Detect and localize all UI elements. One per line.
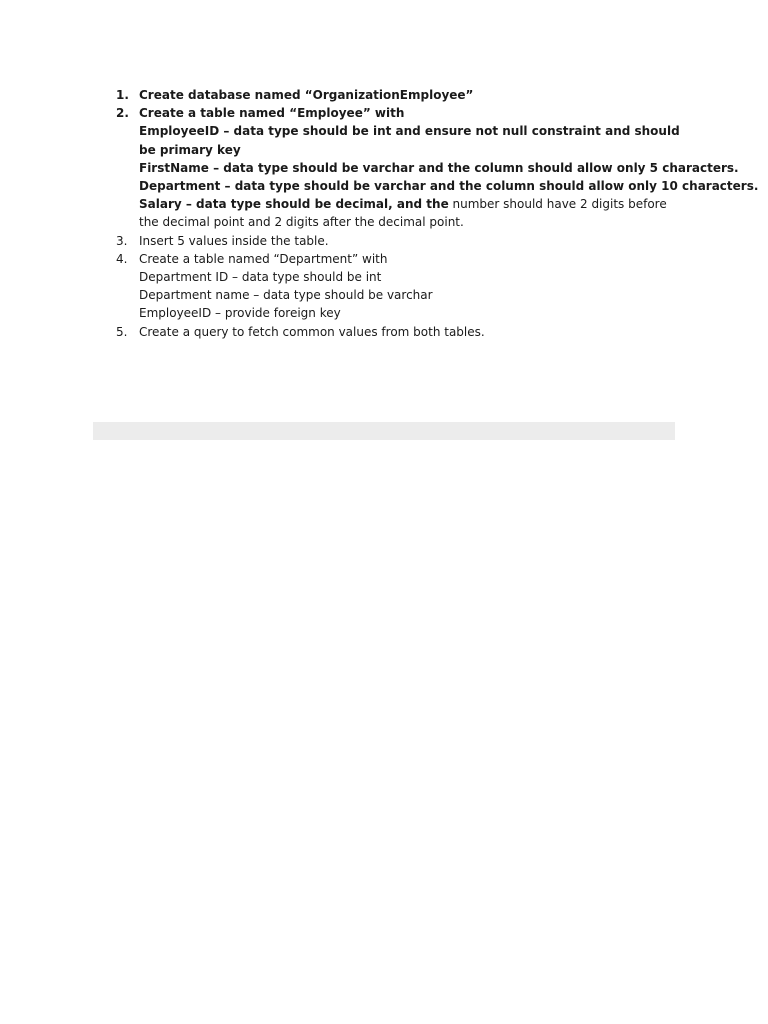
salary-spec-regular: number should have 2 digits before the decimal point and 2 digits after the decimal point. <box>139 197 667 230</box>
item-text: Insert 5 values inside the table. <box>139 233 329 248</box>
item-number: 3. <box>116 233 128 248</box>
item-text: Create a table named “Employee” with <box>139 106 405 121</box>
list-item <box>108 86 688 104</box>
department-id-spec: Department ID – data type should be int <box>139 270 382 285</box>
first-name-spec: FirstName – data type should be varchar and the column should allow only 5 characters. <box>139 160 739 175</box>
list-item <box>108 232 688 250</box>
salary-spec <box>139 195 688 231</box>
instruction-list <box>108 86 759 341</box>
list-item <box>108 323 688 341</box>
department-spec: Department – data type should be varchar and the column should allow only 10 characters. <box>139 179 759 194</box>
item-text: Create database named “OrganizationEmployee” <box>139 88 474 102</box>
employee-id-spec: EmployeeID – data type should be int and ensure not null constraint and should be primary key <box>139 124 680 157</box>
item-number: 2. <box>116 106 129 121</box>
department-name-spec: Department name – data type should be varchar <box>139 288 433 303</box>
foreign-key-spec: EmployeeID – provide foreign key <box>139 306 341 321</box>
list-item <box>108 104 759 231</box>
item-number: 1. <box>116 88 129 102</box>
item-number: 4. <box>116 251 128 266</box>
item-number: 5. <box>116 324 128 339</box>
item-text: Create a query to fetch common values from both tables. <box>139 324 485 339</box>
gray-separator-bar <box>93 422 675 440</box>
list-item <box>108 250 688 323</box>
item-text: Create a table named “Department” with <box>139 251 388 266</box>
salary-spec-bold: Salary – data type should be decimal, and the <box>139 197 449 212</box>
